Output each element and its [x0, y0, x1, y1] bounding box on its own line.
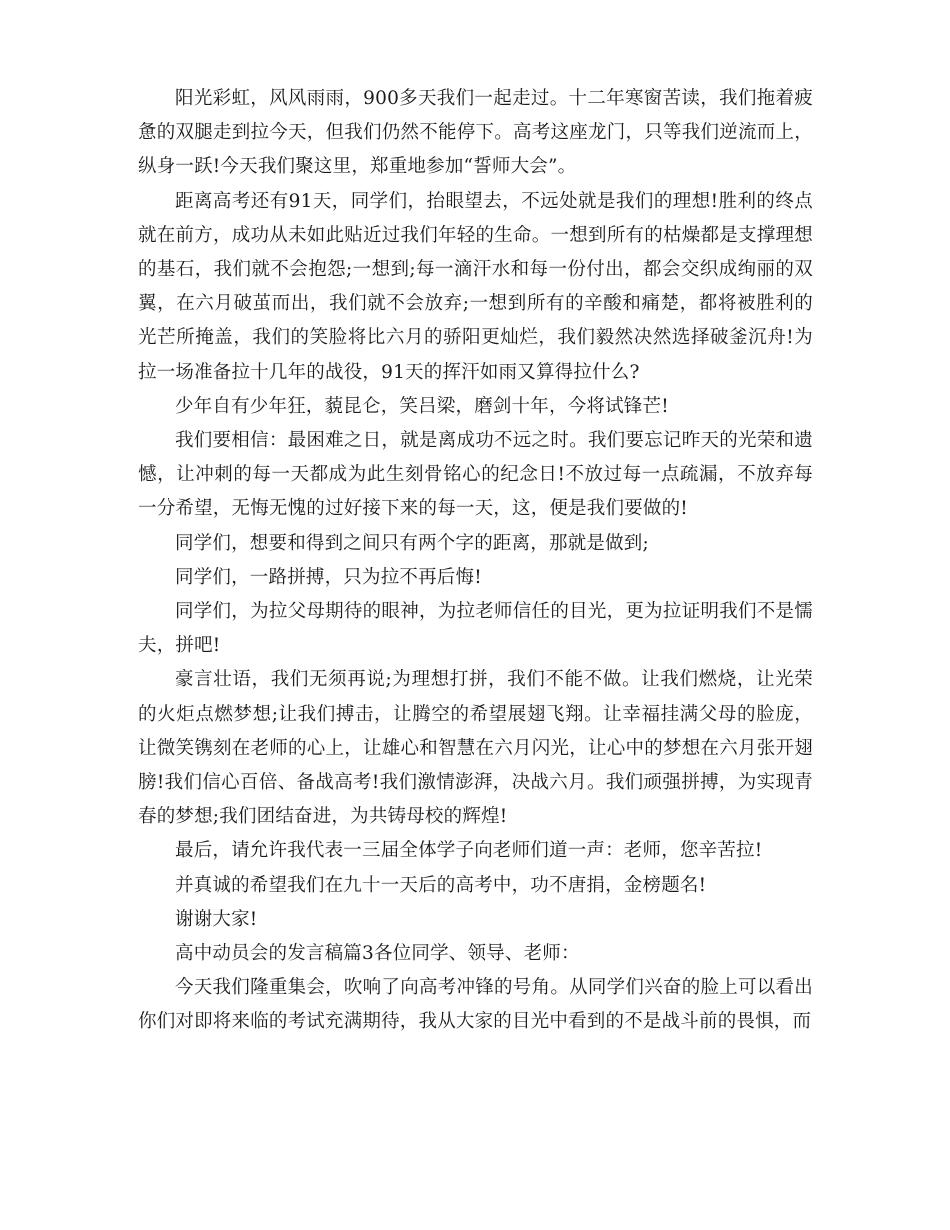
paragraph: 我们要相信：最困难之日，就是离成功不远之时。我们要忘记昨天的光荣和遗憾，让冲刺的每一天都成为此生刻骨铭心的纪念日!不放过每一点疏漏，不放弃每一分希望，无悔无愧的过好接下来的每一天，这，便是我们要做的! [138, 430, 813, 520]
section-heading-paragraph: 高中动员会的发言稿篇3各位同学、领导、老师： [175, 943, 580, 965]
paragraph: 今天我们隆重集会，吹响了向高考冲锋的号角。从同学们兴奋的脸上可以看出你们对即将来临的考试充满期待，我从大家的目光中看到的不是战斗前的畏惧，而 [138, 977, 813, 1033]
document-body [138, 82, 813, 1040]
paragraph: 并真诚的希望我们在九十一天后的高考中，功不唐捐，金榜题名! [175, 874, 707, 896]
paragraph: 阳光彩虹，风风雨雨，900多天我们一起走过。十二年寒窗苦读，我们拖着疲惫的双腿走到拉今天，但我们仍然不能停下。高考这座龙门，只等我们逆流而上，纵身一跃!今天我们聚这里，郑重地参加“誓师大会”。 [138, 88, 813, 178]
paragraph: 同学们，一路拼搏，只为拉不再后悔! [175, 566, 482, 588]
paragraph: 距离高考还有91天，同学们，抬眼望去，不远处就是我们的理想!胜利的终点就在前方，成功从未如此贴近过我们年轻的生命。一想到所有的枯燥都是支撑理想的基石，我们就不会抱怨;一想到;每一滴汗水和每一份付出，都会交织成绚丽的双翼，在六月破茧而出，我们就不会放弃;一想到所有的辛酸和痛楚，都将被胜利的光芒所掩盖，我们的笑脸将比六月的骄阳更灿烂，我们毅然决然选择破釜沉舟!为拉一场准备拉十几年的战役，91天的挥汗如雨又算得拉什么? [138, 190, 813, 383]
paragraph: 同学们，为拉父母期待的眼神，为拉老师信任的目光，更为拉证明我们不是懦夫，拼吧! [138, 601, 813, 657]
paragraph: 谢谢大家! [175, 908, 258, 930]
paragraph: 豪言壮语，我们无须再说;为理想打拼，我们不能不做。让我们燃烧，让光荣的火炬点燃梦想;让我们搏击，让腾空的希望展翅飞翔。让幸福挂满父母的脸庞，让微笑镌刻在老师的心上，让雄心和智慧在六月闪光，让心中的梦想在六月张开翅膀!我们信心百倍、备战高考!我们激情澎湃，决战六月。我们顽强拼搏，为实现青春的梦想;我们团结奋进，为共铸母校的辉煌! [138, 669, 813, 828]
paragraph: 少年自有少年狂，藐昆仑，笑吕梁，磨剑十年，今将试锋芒! [175, 395, 669, 417]
paragraph: 最后，请允许我代表一三届全体学子向老师们道一声：老师，您辛苦拉! [175, 840, 763, 862]
paragraph: 同学们，想要和得到之间只有两个字的距离，那就是做到; [175, 532, 649, 554]
